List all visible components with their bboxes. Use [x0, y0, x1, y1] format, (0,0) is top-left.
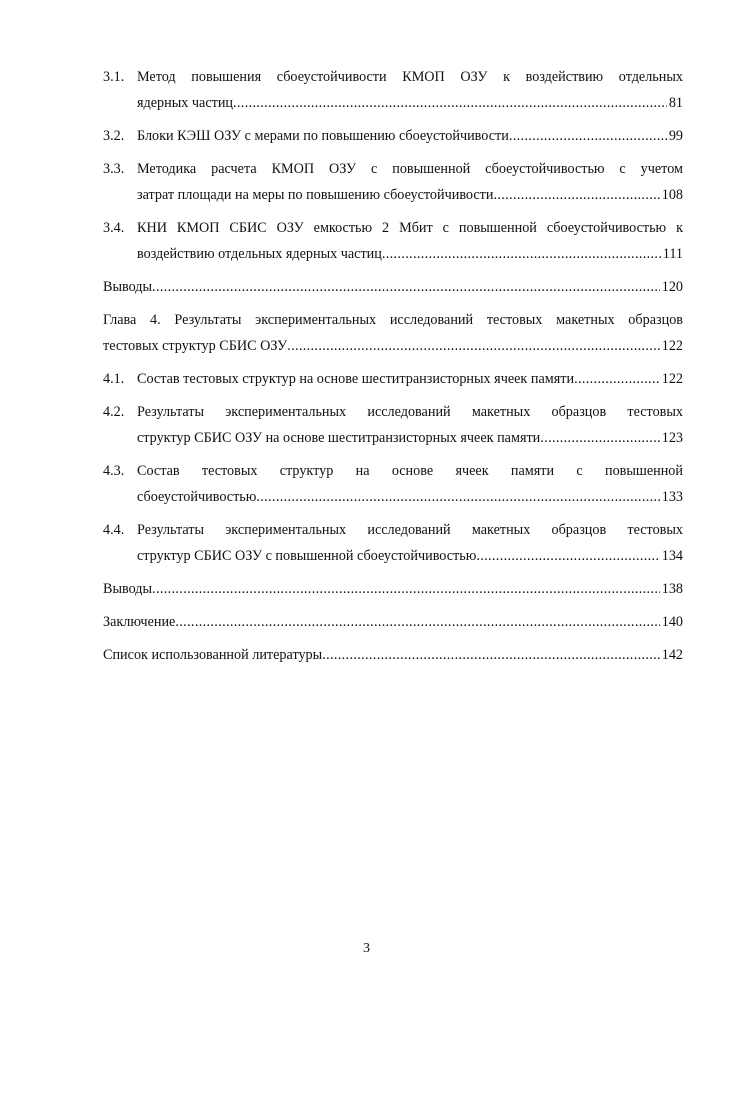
- toc-entry-number: 4.3.: [103, 463, 125, 479]
- toc-entry-title-line: Результаты экспериментальных исследований макетных образцов тестовых: [137, 522, 683, 538]
- toc-entry-title: тестовых структур СБИС ОЗУ: [103, 338, 288, 354]
- toc-entry-page: 140: [661, 614, 683, 630]
- toc-entry-page: 81: [668, 95, 683, 111]
- toc-entry-number: 4.1.: [103, 371, 125, 387]
- leader-dots: [175, 609, 659, 635]
- toc-entry[interactable]: [103, 123, 683, 149]
- leader-dots: [493, 182, 659, 208]
- toc-entry-page: 99: [668, 128, 683, 144]
- toc-entry-title-line: Методика расчета КМОП ОЗУ с повышенной сбоеустойчивостью с учетом: [137, 161, 683, 177]
- toc-entry-title: Список использованной литературы: [103, 647, 323, 663]
- toc-entry[interactable]: [103, 609, 683, 635]
- toc-entry-title: Блоки КЭШ ОЗУ с мерами по повышению сбоеустойчивости: [137, 128, 509, 144]
- toc-entry-title: ядерных частиц: [137, 95, 234, 111]
- toc-entry[interactable]: [103, 458, 683, 510]
- toc-entry-title-line: Состав тестовых структур на основе ячеек памяти с повышенной: [137, 463, 683, 479]
- toc-entry-page: 138: [661, 581, 683, 597]
- leader-dots: [476, 543, 659, 569]
- table-of-contents: [103, 64, 683, 675]
- toc-entry-title-line: КНИ КМОП СБИС ОЗУ емкостью 2 Мбит с повышенной сбоеустойчивостью к: [137, 220, 683, 236]
- toc-entry-page: 120: [661, 279, 683, 295]
- toc-entry[interactable]: [103, 307, 683, 359]
- toc-entry-title: Выводы: [103, 581, 153, 597]
- toc-entry-title: затрат площади на меры по повышению сбоеустойчивости: [137, 187, 494, 203]
- toc-entry-title: Заключение: [103, 614, 176, 630]
- toc-entry-page: 122: [661, 371, 683, 387]
- toc-entry-title: сбоеустойчивостью: [137, 489, 257, 505]
- toc-entry-title: структур СБИС ОЗУ с повышенной сбоеустойчивостью: [137, 548, 477, 564]
- leader-dots: [322, 642, 660, 668]
- leader-dots: [152, 576, 660, 602]
- toc-entry-title: Выводы: [103, 279, 153, 295]
- toc-entry-page: 122: [661, 338, 683, 354]
- toc-entry-page: 133: [661, 489, 683, 505]
- toc-entry-page: 134: [661, 548, 683, 564]
- leader-dots: [233, 90, 667, 116]
- toc-entry-title-line: Результаты экспериментальных исследований макетных образцов тестовых: [137, 404, 683, 420]
- toc-entry[interactable]: [103, 156, 683, 208]
- toc-entry[interactable]: [103, 576, 683, 602]
- leader-dots: [540, 425, 659, 451]
- toc-entry-number: 3.2.: [103, 128, 125, 144]
- toc-entry[interactable]: [103, 274, 683, 300]
- toc-entry[interactable]: [103, 64, 683, 116]
- toc-entry[interactable]: [103, 215, 683, 267]
- toc-entry-page: 142: [661, 647, 683, 663]
- toc-entry-number: 4.2.: [103, 404, 125, 420]
- toc-entry-number: 3.4.: [103, 220, 125, 236]
- toc-entry[interactable]: [103, 517, 683, 569]
- toc-entry-title: структур СБИС ОЗУ на основе шеститранзисторных ячеек памяти: [137, 430, 541, 446]
- toc-entry-page: 108: [661, 187, 683, 203]
- toc-entry-number: 3.1.: [103, 69, 125, 85]
- toc-entry[interactable]: [103, 366, 683, 392]
- toc-entry[interactable]: [103, 642, 683, 668]
- leader-dots: [256, 484, 659, 510]
- toc-entry-page: 123: [661, 430, 683, 446]
- toc-entry-page: 111: [662, 246, 683, 262]
- leader-dots: [509, 123, 667, 149]
- leader-dots: [287, 333, 660, 359]
- leader-dots: [152, 274, 660, 300]
- toc-entry-number: 4.4.: [103, 522, 125, 538]
- leader-dots: [382, 241, 661, 267]
- toc-entry-title-line: Метод повышения сбоеустойчивости КМОП ОЗУ к воздействию отдельных: [137, 69, 683, 85]
- toc-entry-title-line: Глава 4. Результаты экспериментальных исследований тестовых макетных образцов: [103, 312, 683, 328]
- toc-entry-title: Состав тестовых структур на основе шеститранзисторных ячеек памяти: [137, 371, 575, 387]
- toc-entry-title: воздействию отдельных ядерных частиц: [137, 246, 382, 262]
- toc-entry-number: 3.3.: [103, 161, 125, 177]
- page-number: 3: [363, 941, 370, 956]
- toc-entry[interactable]: [103, 399, 683, 451]
- leader-dots: [574, 366, 660, 392]
